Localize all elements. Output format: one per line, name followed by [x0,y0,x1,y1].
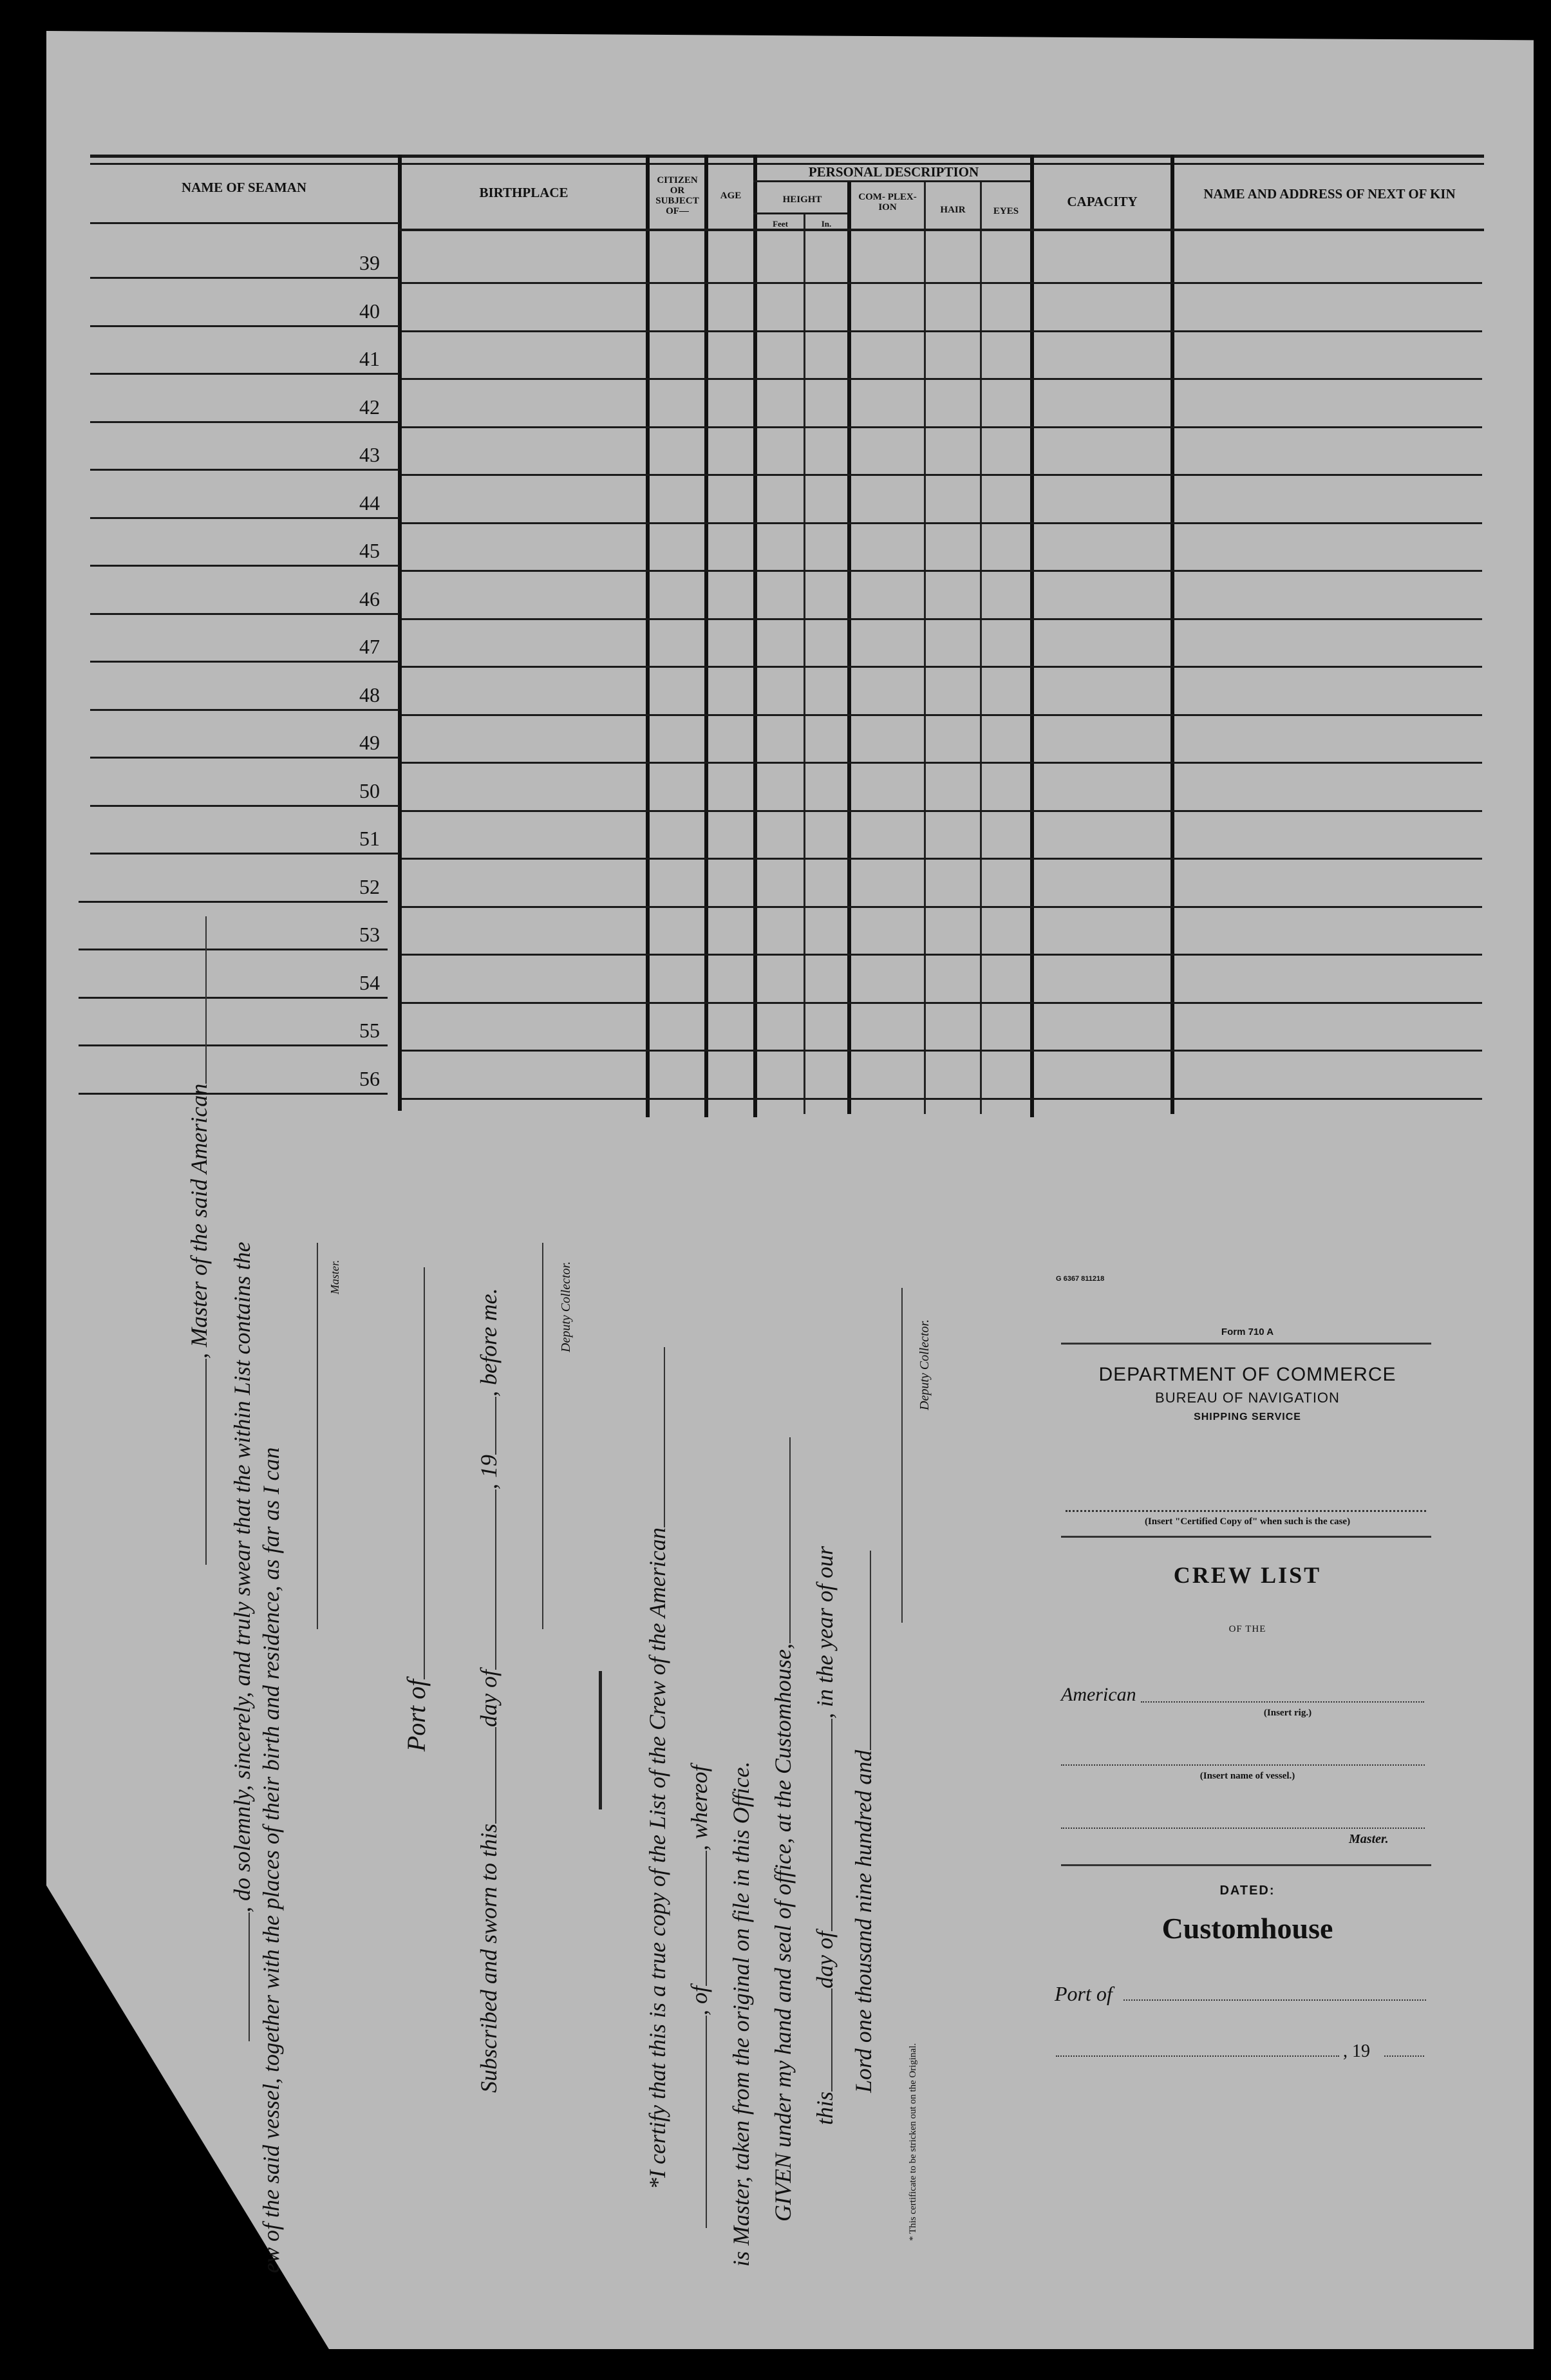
form-rule [1061,1343,1431,1345]
cert-line-2: is Master, taken from the original on file in this Office. [728,1761,754,2267]
cert-line-of [686,1765,713,2228]
table-row-rule [79,997,388,999]
table-row-rule [90,613,399,615]
row-number: 40 [359,299,380,323]
header-feet: Feet [773,219,788,229]
table-row-rule [402,810,1482,812]
table-row-rule [402,378,1482,380]
table-row-rule [90,277,399,279]
column-divider [704,155,708,1117]
header-next-of-kin: NAME AND ADDRESS OF NEXT OF KIN [1203,186,1456,202]
table-row-rule [79,1093,388,1095]
table-row-rule [90,661,399,663]
cert-line-1 [644,1347,671,2189]
row-number: 41 [359,347,380,370]
oath-line-1 [185,916,212,1565]
master-signature-line [317,1243,318,1629]
height-rule [753,212,847,214]
master-line [1061,1828,1425,1829]
row-number: 55 [359,1019,380,1042]
rig-line [1141,1701,1424,1703]
cert-year-of-our: , in the year of our [812,1546,838,1719]
table-top-rule [90,155,1484,158]
row-number: 56 [359,1066,380,1090]
column-divider [398,155,402,1111]
row-number: 43 [359,443,380,466]
table-row-rule [402,1050,1482,1052]
column-divider [646,155,650,1117]
column-divider [1170,155,1174,1114]
oath-text-1: , Master of the said American [186,1083,212,1359]
table-row-rule [402,1098,1482,1100]
cert-deputy-label: Deputy Collector. [917,1319,932,1410]
table-row-rule [90,757,399,759]
header-citizen: CITIZEN OR SUBJECT OF— [655,175,699,216]
sworn-line [475,1288,502,2093]
header-inches: In. [821,219,832,229]
table-row-rule [79,901,388,903]
insert-copy-note: (Insert "Certified Copy of" when such is the case) [1144,1516,1351,1527]
date-line [1056,2055,1339,2057]
row-number: 42 [359,395,380,419]
cert-line-4 [811,1546,838,2125]
table-row-rule [402,474,1482,476]
of-the-label: OF THE [1228,1624,1266,1634]
year-line [1384,2055,1424,2057]
header-height: HEIGHT [782,194,822,205]
bureau-title: BUREAU OF NAVIGATION [1155,1390,1340,1406]
table-row-rule [402,858,1482,860]
customhouse-title: Customhouse [1161,1912,1333,1945]
row-number: 45 [359,539,380,562]
table-row-rule [90,517,399,519]
cert-of: , of [686,1985,712,2016]
crew-list-title: CREW LIST [1173,1562,1322,1588]
row-number: 48 [359,683,380,706]
department-title: DEPARTMENT OF COMMERCE [1098,1364,1396,1385]
port-line [1123,1999,1426,2001]
table-row-rule [79,1044,388,1046]
cert-whereof: , whereof [686,1765,712,1851]
column-divider [1030,155,1034,1117]
column-divider [847,180,851,1114]
header-bottom-rule [399,229,1484,231]
year-label: , 19 [1343,2041,1370,2061]
cert-line-5 [850,1551,877,2093]
form-number: Form 710 A [1221,1327,1274,1337]
oath-text-3: ew of the said vessel, together with the places of their birth and residence, as far as I can [258,1447,284,2273]
row-number: 50 [359,779,380,802]
sworn-port-label: Port of [402,1679,431,1752]
insert-vessel-note: (Insert name of vessel.) [1199,1771,1295,1781]
table-row-rule [90,805,399,807]
cert-signature-line [901,1288,903,1623]
table-row-rule [90,325,399,327]
table-row-rule [402,762,1482,764]
personal-rule [753,180,1030,182]
table-row-rule [90,421,399,423]
sworn-port [401,1267,431,1752]
table-row-rule [402,426,1482,428]
cert-line-3 [769,1437,796,2222]
row-number: 49 [359,731,380,754]
service-title: SHIPPING SERVICE [1194,1412,1301,1422]
sworn-before: , before me. [476,1288,502,1397]
row-number: 44 [359,491,380,515]
table-row-rule [402,522,1482,524]
column-divider-thin [804,212,805,1114]
header-personal-description: PERSONAL DESCRIPTION [808,164,979,180]
table-row-rule [90,709,399,711]
table-row-rule [79,949,388,950]
insert-rig-note: (Insert rig.) [1263,1708,1312,1718]
row-number: 52 [359,874,380,898]
row-number: 53 [359,923,380,946]
cert-given: GIVEN under my hand and seal of office, at the Customhouse, [770,1643,796,2222]
dated-label: DATED: [1219,1884,1275,1898]
table-row-rule [90,373,399,375]
american-label: American [1061,1684,1136,1705]
header-eyes: EYES [993,206,1019,216]
form-rule [1061,1864,1431,1866]
column-divider-thin [980,180,982,1114]
form-rule [1061,1536,1431,1538]
header-capacity: CAPACITY [1067,194,1138,209]
table-row-rule [402,618,1482,620]
oath-line-3 [258,1448,285,2273]
table-row-rule [90,565,399,567]
row-number: 46 [359,587,380,610]
cert-text-1: *I certify that this is a true copy of the List of the Crew of the American [644,1527,670,2189]
row-number: 51 [359,827,380,850]
section-divider [599,1671,602,1809]
table-row-rule [402,666,1482,668]
table-row-rule [402,1002,1482,1004]
header-name: NAME OF SEAMAN [181,180,307,195]
header-age: AGE [720,191,742,201]
cert-day-of: day of [812,1931,838,1988]
sworn-day-of: day of [476,1669,502,1727]
table-row-rule [402,954,1482,956]
table-row-rule [90,469,399,471]
cert-footnote: * This certificate to be stricken out on the Original. [908,2043,918,2241]
sworn-signature-line [542,1243,543,1629]
row-number: 47 [359,635,380,658]
header-birthplace: BIRTHPLACE [479,185,569,200]
oath-master-label: Master. [328,1260,341,1294]
table-row-rule [90,853,399,855]
sworn-year: , 19 [476,1454,502,1489]
print-code: G 6367 811218 [1056,1275,1105,1283]
header-bottom-rule [90,222,399,224]
row-number: 39 [359,251,380,274]
sworn-deputy-label: Deputy Collector. [559,1261,573,1352]
master-label: Master. [1349,1832,1389,1846]
row-number: 54 [359,970,380,994]
table-row-rule [402,330,1482,332]
cert-this: this [812,2091,838,2125]
oath-line-2 [229,1242,256,2041]
port-of-label: Port of [1055,1982,1113,2005]
column-divider-thin [924,180,926,1114]
header-complexion: COM- PLEX- ION [858,192,917,212]
table-row-rule [402,282,1482,284]
insert-copy-line [1066,1510,1426,1512]
header-hair: HAIR [940,205,966,215]
cert-lord: Lord one thousand nine hundred and [851,1750,876,2093]
vessel-line [1061,1764,1425,1766]
table-row-rule [402,714,1482,716]
oath-text-2: , do solemnly, sincerely, and truly swear that the within List contains the [229,1242,255,1912]
table-row-rule [402,906,1482,908]
table-row-rule [402,570,1482,572]
column-divider [753,155,757,1117]
sworn-subscribed: Subscribed and sworn to this [476,1823,502,2093]
